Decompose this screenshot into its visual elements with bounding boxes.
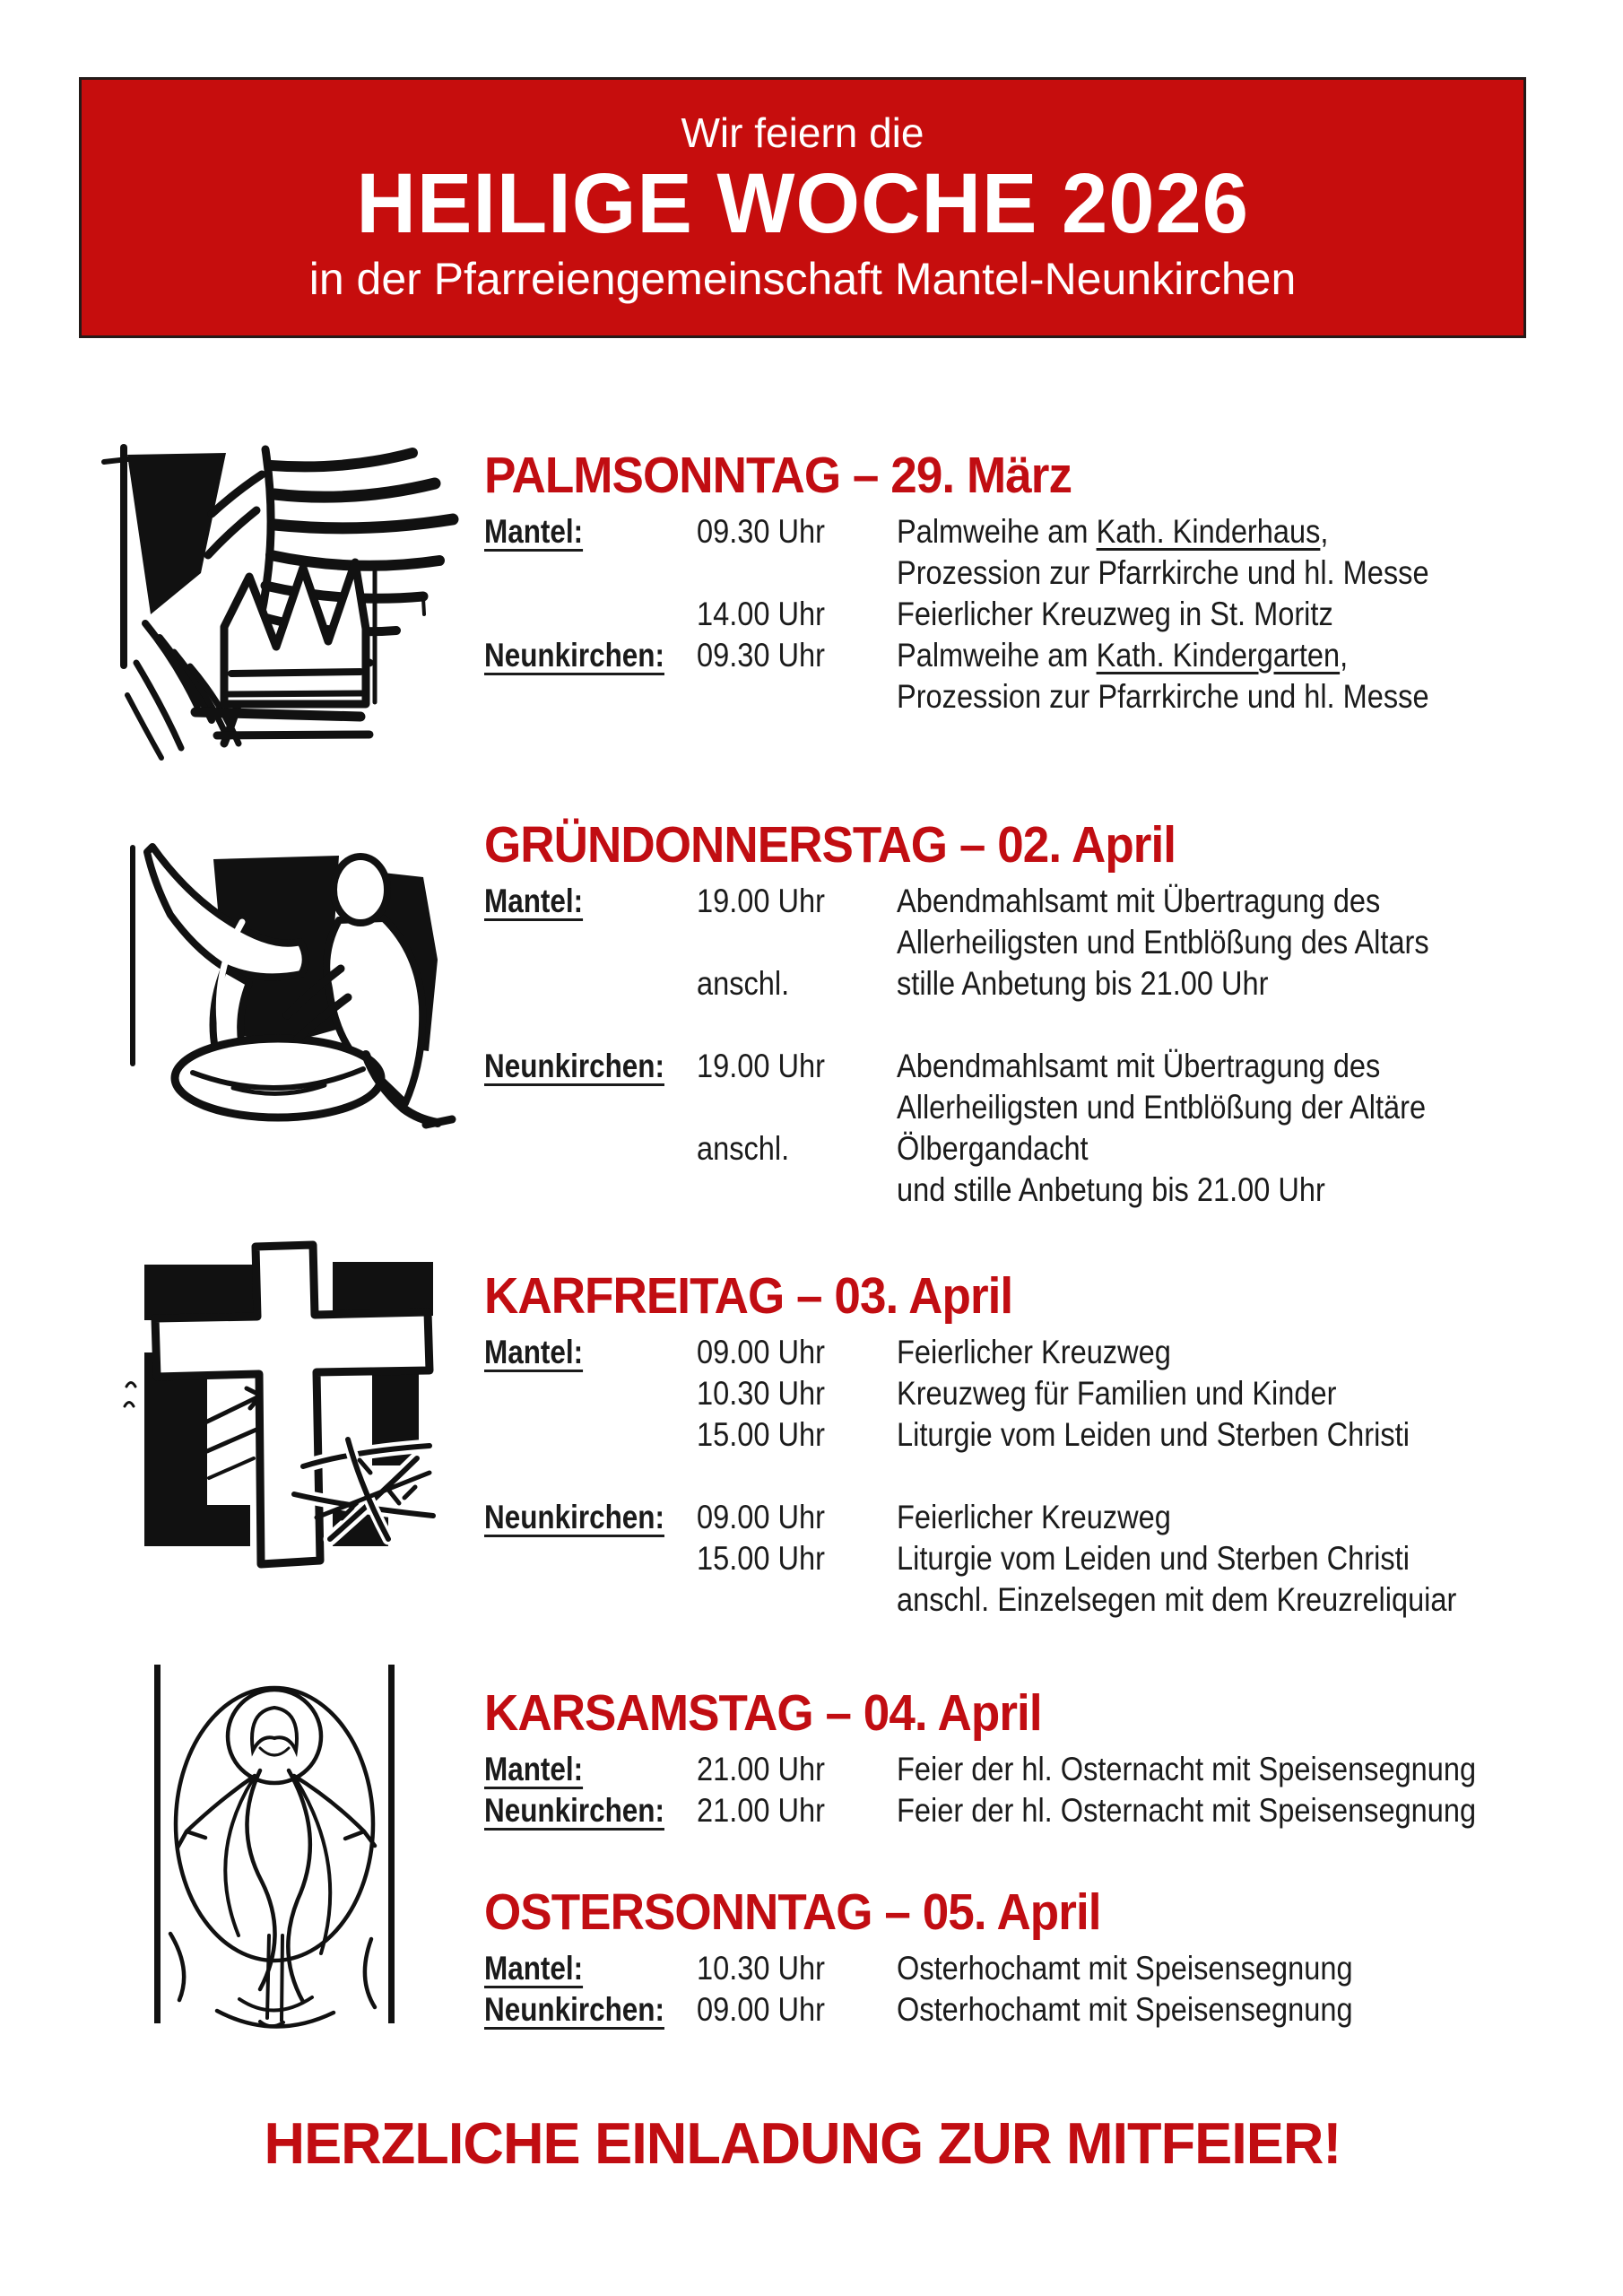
risen-christ-illustration	[154, 1665, 395, 2034]
time-value: anschl.	[697, 965, 790, 1002]
location-label: Neunkirchen:	[484, 1048, 664, 1084]
event-description: Feierlicher Kreuzweg in St. Moritz	[897, 596, 1333, 632]
cross-with-thorns-illustration	[119, 1238, 440, 1571]
time-value: 21.00 Uhr	[697, 1792, 825, 1829]
schedule-row	[484, 1046, 1560, 1128]
section-palmsonntag	[484, 448, 1560, 718]
location-label: Mantel:	[484, 883, 584, 919]
location-label: Mantel:	[484, 1950, 584, 1987]
event-description: Kreuzweg für Familien und Kinder	[897, 1375, 1337, 1412]
time-value: 10.30 Uhr	[697, 1375, 825, 1412]
time-value: 19.00 Uhr	[697, 1048, 825, 1084]
palm-branch-and-crown-illustration	[90, 437, 466, 764]
event-description: Feier der hl. Osternacht mit Speisensegnung	[897, 1792, 1477, 1829]
location-label: Neunkirchen:	[484, 637, 664, 674]
schedule-row	[484, 963, 1560, 1004]
event-description: Osterhochamt mit Speisensegnung	[897, 1991, 1353, 2028]
schedule-row	[484, 1128, 1560, 1211]
time-value: 10.30 Uhr	[697, 1950, 825, 1987]
location-label: Neunkirchen:	[484, 1792, 664, 1829]
event-description: Ölbergandacht und stille Anbetung bis 21.00 Uhr	[897, 1130, 1325, 1208]
time-value: 09.00 Uhr	[697, 1991, 825, 2028]
footer-invitation: HERZLICHE EINLADUNG ZUR MITFEIER!	[264, 2110, 1341, 2176]
schedule-row	[484, 511, 1560, 594]
schedule-row	[484, 1790, 1560, 1831]
event-description: Osterhochamt mit Speisensegnung	[897, 1950, 1353, 1987]
section-title: GRÜNDONNERSTAG – 02. April	[484, 816, 1176, 874]
event-description: Feierlicher Kreuzweg	[897, 1499, 1171, 1535]
time-value: 15.00 Uhr	[697, 1540, 825, 1577]
section-gruendonnerstag	[484, 818, 1560, 1211]
banner-intro: Wir feiern die	[681, 109, 924, 156]
schedule-row	[484, 1749, 1560, 1790]
location-label: Mantel:	[484, 1334, 584, 1370]
schedule-row	[484, 635, 1560, 718]
schedule-row	[484, 881, 1560, 963]
event-description: Palmweihe am Kath. Kinderhaus, Prozession zur Pfarrkirche und hl. Messe	[897, 513, 1429, 591]
location-label: Neunkirchen:	[484, 1991, 664, 2028]
section-title: PALMSONNTAG – 29. März	[484, 447, 1072, 504]
location-label: Mantel:	[484, 513, 584, 550]
section-karsamstag	[484, 1686, 1560, 1831]
time-value: 09.00 Uhr	[697, 1499, 825, 1535]
time-value: 09.00 Uhr	[697, 1334, 825, 1370]
location-label: Neunkirchen:	[484, 1499, 664, 1535]
schedule-row	[484, 1414, 1560, 1456]
event-description: Feier der hl. Osternacht mit Speisensegnung	[897, 1751, 1477, 1787]
event-description: Feierlicher Kreuzweg	[897, 1334, 1171, 1370]
time-value: 21.00 Uhr	[697, 1751, 825, 1787]
banner-main-title: HEILIGE WOCHE 2026	[356, 156, 1249, 252]
time-value: 14.00 Uhr	[697, 596, 825, 632]
section-title: KARSAMSTAG – 04. April	[484, 1684, 1042, 1742]
foot-washing-illustration	[108, 834, 459, 1132]
underlined-place: Kath. Kinderhaus	[1096, 513, 1321, 550]
section-title: KARFREITAG – 03. April	[484, 1267, 1013, 1325]
event-description: Liturgie vom Leiden und Sterben Christi	[897, 1416, 1410, 1453]
time-value: 19.00 Uhr	[697, 883, 825, 919]
schedule-row	[484, 1948, 1560, 1989]
schedule-row	[484, 1332, 1560, 1373]
event-description: Abendmahlsamt mit Übertragung des Allerheiligsten und Entblößung des Altars	[897, 883, 1429, 961]
underlined-place: Kath. Kindergarten	[1096, 637, 1341, 674]
event-description: Palmweihe am Kath. Kindergarten, Prozession zur Pfarrkirche und hl. Messe	[897, 637, 1429, 715]
title-banner	[79, 77, 1526, 338]
event-description: stille Anbetung bis 21.00 Uhr	[897, 965, 1269, 1002]
schedule-row	[484, 1538, 1560, 1621]
time-value: anschl.	[697, 1130, 790, 1167]
time-value: 15.00 Uhr	[697, 1416, 825, 1453]
section-title: OSTERSONNTAG – 05. April	[484, 1883, 1101, 1941]
event-description: Liturgie vom Leiden und Sterben Christi anschl. Einzelsegen mit dem Kreuzreliquiar	[897, 1540, 1457, 1618]
section-karfreitag	[484, 1269, 1560, 1621]
schedule-row	[484, 594, 1560, 635]
section-ostersonntag	[484, 1885, 1560, 2031]
schedule-row	[484, 1373, 1560, 1414]
location-label: Mantel:	[484, 1751, 584, 1787]
schedule-row	[484, 1989, 1560, 2031]
schedule-row	[484, 1497, 1560, 1538]
event-description: Abendmahlsamt mit Übertragung des Allerheiligsten und Entblößung der Altäre	[897, 1048, 1427, 1126]
banner-subtitle: in der Pfarreiengemeinschaft Mantel-Neunkirchen	[308, 254, 1297, 305]
time-value: 09.30 Uhr	[697, 513, 825, 550]
time-value: 09.30 Uhr	[697, 637, 825, 674]
